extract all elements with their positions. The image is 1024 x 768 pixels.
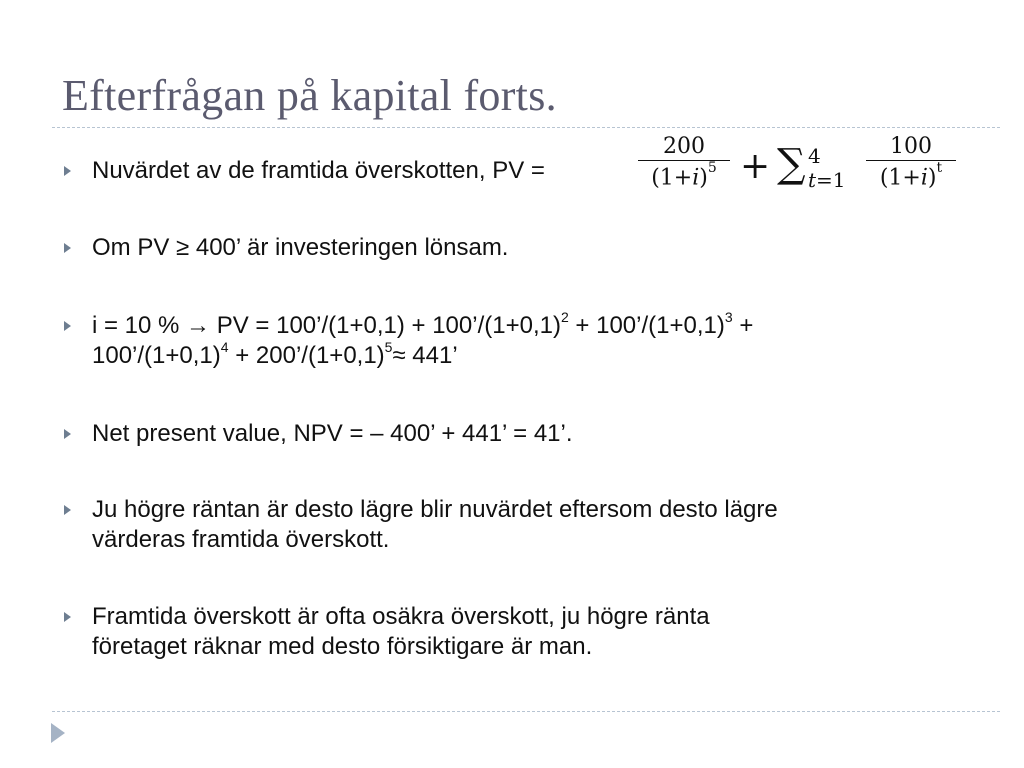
bullet-interest-effect	[92, 495, 778, 555]
sum-lower-limit: t=1	[808, 168, 846, 192]
bullet-text: Nuvärdet av de framtida överskotten, PV =	[92, 157, 545, 184]
formula-fraction-100	[866, 134, 956, 190]
formula-plus: +	[740, 146, 771, 187]
formula-sigma: ∑	[777, 141, 806, 187]
calculation-line-1: i = 10 % → PV = 100’/(1+0,1) + $100’/(1+0,1)^2$ + $100’/(1+0,1)^3$ +	[92, 309, 754, 339]
bullet-line-1: Ju högre räntan är desto lägre blir nuvärdet eftersom desto lägre	[92, 496, 778, 523]
bullet-pv-calculation	[92, 311, 753, 371]
bullet-triangle-icon	[64, 166, 71, 176]
bullet-pv-definition	[92, 156, 545, 186]
bullet-triangle-icon	[64, 505, 71, 515]
fraction-denominator: $(1+i)^t$	[879, 160, 943, 191]
bullet-line-1: Framtida överskott är ofta osäkra överskott, ju högre ränta	[92, 603, 710, 630]
bullet-line-2: värderas framtida överskott.	[92, 526, 390, 553]
bullet-text: Net present value, NPV = – 400’ + 441’ = 41’.	[92, 420, 573, 447]
bullet-triangle-icon	[64, 243, 71, 253]
slide-title: Efterfrågan på kapital forts.	[62, 71, 557, 120]
next-slide-icon[interactable]	[51, 723, 65, 743]
bullet-text: Om PV ≥ 400’ är investeringen lönsam.	[92, 234, 509, 261]
fraction-numerator: 100	[890, 134, 932, 159]
bullet-triangle-icon	[64, 321, 71, 331]
bullet-uncertainty	[92, 602, 710, 662]
fraction-numerator: 200	[663, 134, 705, 159]
title-divider	[52, 127, 1000, 128]
bullet-line-2: företaget räknar med desto försiktigare är man.	[92, 633, 593, 660]
bullet-npv	[92, 419, 573, 449]
sum-upper-limit: 4	[808, 144, 821, 168]
bullet-triangle-icon	[64, 612, 71, 622]
footer-divider	[52, 711, 1000, 712]
formula-fraction-200	[638, 134, 730, 190]
fraction-denominator: $(1+i)^5$	[651, 160, 717, 191]
calculation-line-2: $100’/(1+0,1)^4$ + $200’/(1+0,1)^5\approx 441$’	[92, 339, 458, 369]
bullet-triangle-icon	[64, 429, 71, 439]
bullet-profitability-rule	[92, 233, 508, 263]
